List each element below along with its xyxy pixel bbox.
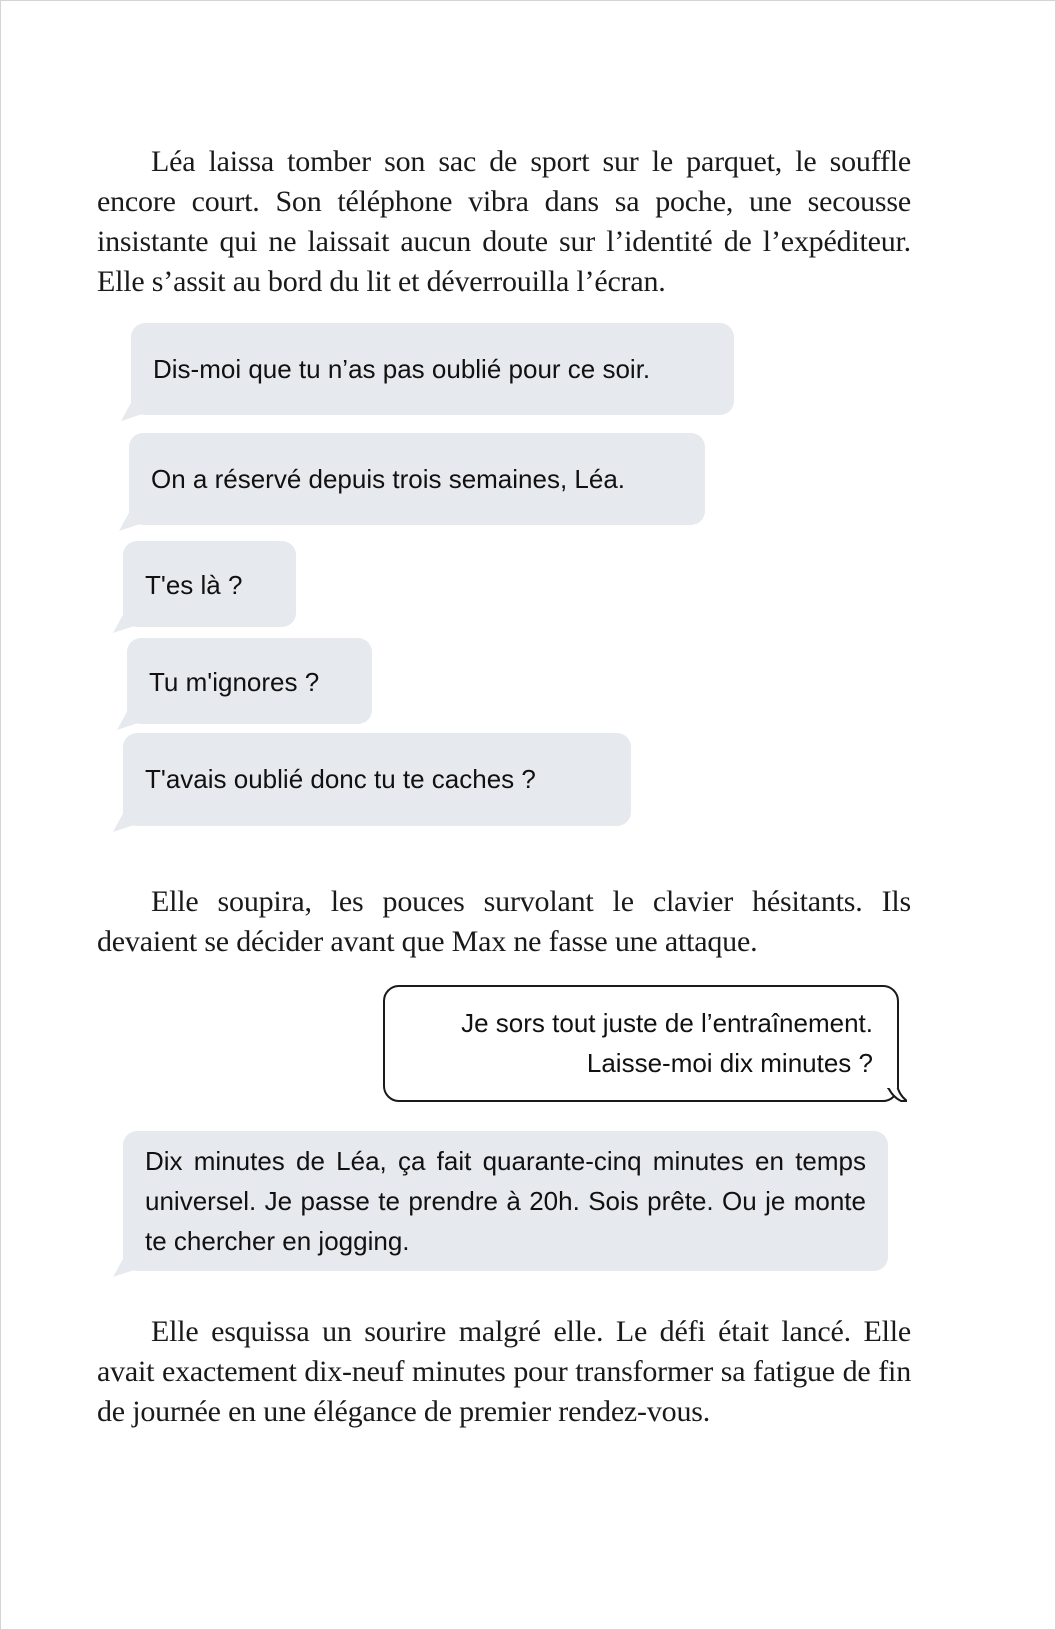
- received-message-bubble: [123, 733, 631, 826]
- message-text: On a réservé depuis trois semaines, Léa.: [151, 464, 626, 494]
- received-message-bubble: [123, 541, 296, 627]
- sent-bubble-tail: [887, 1085, 907, 1103]
- message-text-line: Laisse-moi dix minutes ?: [586, 1048, 873, 1078]
- received-message-bubble: [129, 433, 705, 525]
- message-text: T'es là ?: [145, 570, 243, 600]
- received-message-bubble: [131, 323, 734, 415]
- message-text-line: Je sors tout juste de l’entraînement.: [461, 1008, 873, 1038]
- paragraph-closing: Elle esquissa un sourire malgré elle. Le défi était lancé. Elle avait exactement dix-neuf minutes pour transformer sa fatigue de fin de journée en une élégance de premier rendez-vous.: [97, 1315, 911, 1428]
- message-text: Tu m'ignores ?: [149, 667, 320, 697]
- message-text: T'avais oublié donc tu te caches ?: [145, 764, 536, 794]
- received-message-bubble: [127, 638, 372, 724]
- message-text: Dis-moi que tu n’as pas oublié pour ce soir.: [153, 354, 651, 384]
- received-message-bubble: [123, 1131, 888, 1271]
- paragraph-intro: Léa laissa tomber son sac de sport sur le parquet, le souffle encore court. Son téléphone vibra dans sa poche, une secousse insistante qui ne laissait aucun doute sur l’identité de l’expéditeur. Elle s’assit au bord du lit et déverrouilla l’écran.: [97, 145, 911, 298]
- paragraph-middle: Elle soupira, les pouces survolant le clavier hésitants. Ils devaient se décider avant que Max ne fasse une attaque.: [97, 885, 911, 958]
- message-text: Dix minutes de Léa, ça fait quarante-cinq minutes en temps universel. Je passe te prendre à 20h. Sois prête. Ou je monte te chercher en jogging.: [145, 1146, 866, 1256]
- sent-message-bubble: [383, 985, 899, 1102]
